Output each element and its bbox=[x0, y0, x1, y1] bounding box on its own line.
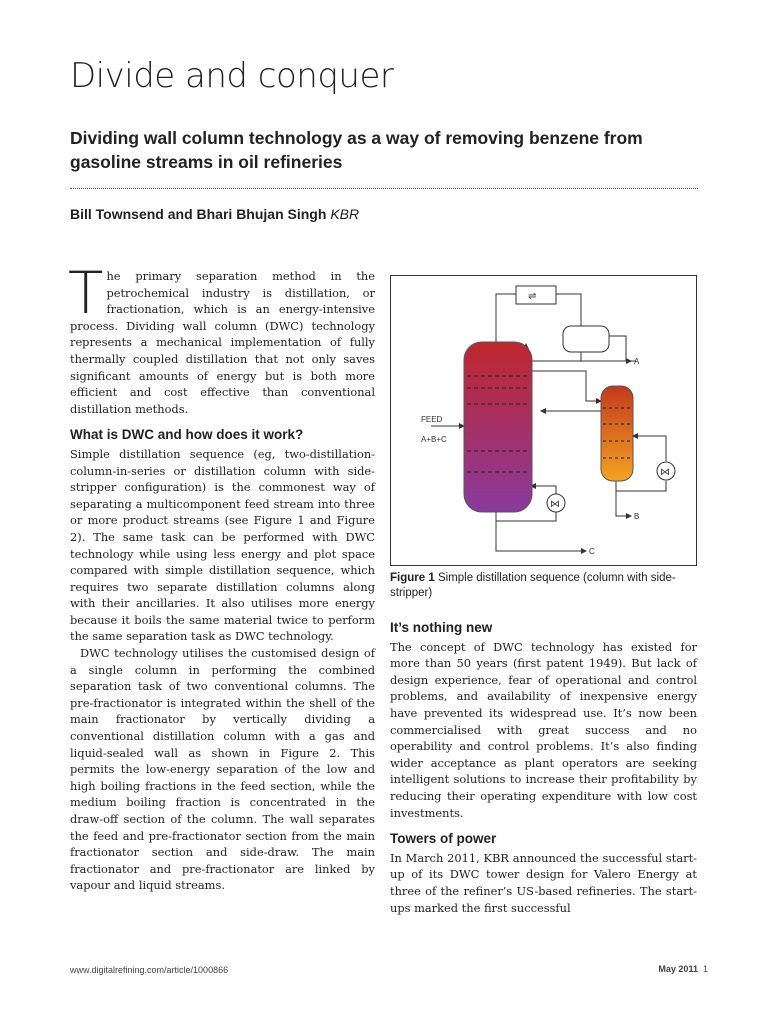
body-paragraph: The concept of DWC technology has existed for more than 50 years (first patent 1949). But lack of design experience, fear of operational and control problems, and availability of inexpensive energy have prevented its widespread use. It’s now been commercialised with great success and no operability and control problems. It’s also finding wider acceptance as plant operators are seeking intelligent solutions to increase their profitability by reducing their operating expenditure with low cost investments. bbox=[390, 639, 697, 820]
distillation-diagram bbox=[391, 276, 698, 567]
feed-components-label: A+B+C bbox=[421, 435, 447, 444]
body-paragraph: DWC technology utilises the customised design of a single column in performing the combined separation task of two conventional columns. The pre-fractionator is integrated within the shell of the main fractionator by vertically dividing a conventional distillation column with a gas and liquid-sealed wall as shown in Figure 2. This permits the low-energy separation of the low and high boiling fractions in the feed section, while the medium boiling fraction is concentrated in the draw-off section of the column. The wall separates the feed and pre-fractionator section from the main fractionator section and side-draw. The main fractionator and pre-fractionator are linked by vapour and liquid streams. bbox=[70, 646, 375, 893]
body-paragraph: Simple distillation sequence (eg, two-distillation-column-in-series or distillation column with side-stripper configuration) is the commonest way of separating a multicomponent feed stream into three or more product streams (see Figure 1 and Figure 2). The same task can be performed with DWC technology while using less energy and plot space compared with simple distillation sequence, which requires two separate distillation columns along with their ancillaries. It also utilises more energy because it boils the same material twice to perform the same separation task as DWC technology. bbox=[70, 446, 375, 644]
author-names: Bill Townsend and Bhari Bhujan Singh bbox=[70, 206, 327, 222]
footer-date: May 2011 bbox=[658, 964, 698, 974]
page-subtitle: Dividing wall column technology as a way of removing benzene from gasoline streams in oil refineries bbox=[70, 128, 643, 172]
footer-date-page bbox=[600, 964, 708, 974]
side-stripper bbox=[601, 386, 633, 481]
body-paragraph: In March 2011, KBR announced the successful start-up of its DWC tower design for Valero Energy at three of the refiner’s US-based refineries. The start-ups marked the first successful bbox=[390, 850, 697, 915]
section-heading-dwc: What is DWC and how does it work? bbox=[70, 427, 304, 443]
intro-text: he primary separation method in the petrochemical industry is distillation, or fractionation, which is an energy-intensive process. Dividing wall column (DWC) technology represents a mechanical implementation of fully thermally coupled distillation that not only saves significant amounts of energy but is both more efficient and cost effective than conventional distillation methods. bbox=[70, 269, 375, 416]
author-affiliation: KBR bbox=[330, 206, 360, 222]
svg-text:⋈: ⋈ bbox=[550, 499, 560, 510]
section-heading-towers: Towers of power bbox=[390, 831, 497, 847]
figure-label: Figure 1 bbox=[390, 572, 435, 584]
svg-text:⇌: ⇌ bbox=[528, 291, 537, 302]
figure-1-diagram bbox=[390, 275, 697, 566]
feed-label: FEED bbox=[421, 415, 443, 424]
main-column bbox=[464, 342, 532, 512]
dotted-divider bbox=[70, 188, 698, 189]
stream-a-label: A bbox=[634, 357, 640, 366]
stream-c-label: C bbox=[589, 547, 595, 556]
right-column bbox=[390, 620, 697, 916]
left-column bbox=[68, 259, 375, 894]
intro-paragraph bbox=[68, 259, 375, 417]
footer-url: www.digitalrefining.com/article/1000866 bbox=[70, 965, 229, 975]
stream-b-label: B bbox=[634, 512, 640, 521]
svg-text:⋈: ⋈ bbox=[660, 467, 670, 478]
figure-caption-text: Simple distillation sequence (column with side-stripper) bbox=[390, 572, 676, 599]
page-title: Divide and conquer bbox=[70, 56, 394, 96]
page-number: 1 bbox=[702, 964, 708, 974]
section-heading-nothing-new: It’s nothing new bbox=[390, 620, 493, 635]
drop-cap: T bbox=[68, 259, 104, 327]
figure-caption bbox=[390, 571, 690, 601]
byline bbox=[70, 206, 359, 222]
reflux-drum bbox=[563, 326, 609, 352]
